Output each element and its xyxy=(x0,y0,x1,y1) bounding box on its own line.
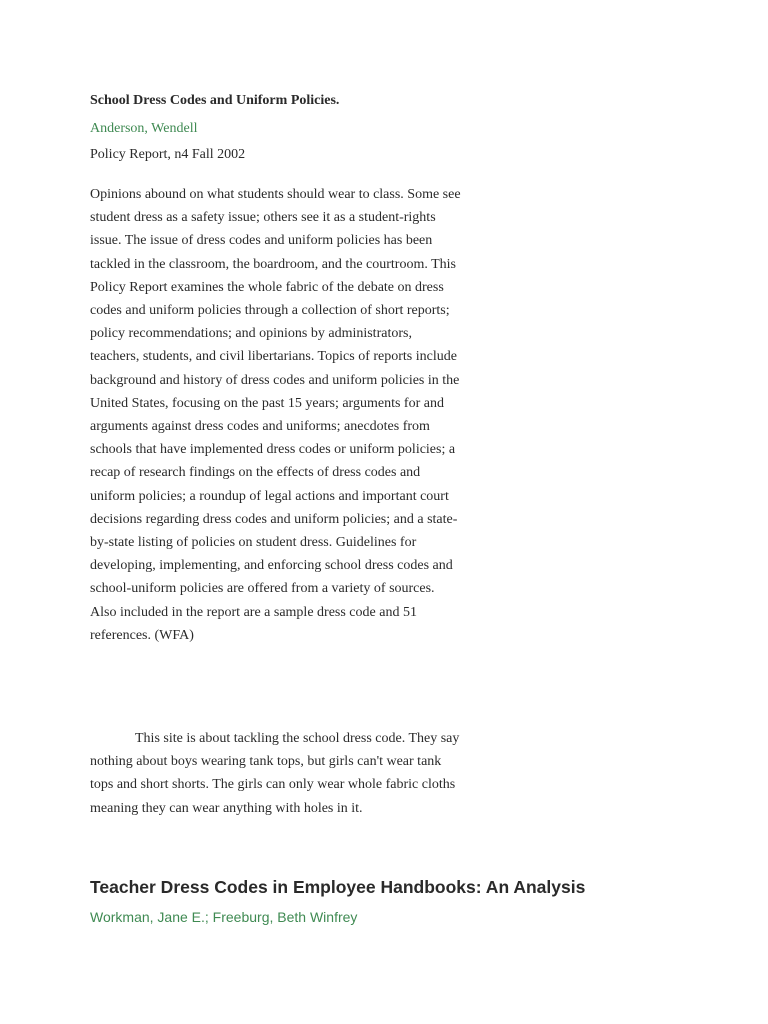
entry-2-title: Teacher Dress Codes in Employee Handbooks: An Analysis xyxy=(90,877,586,897)
entry-1-source: Policy Report, n4 Fall 2002 xyxy=(90,147,246,162)
entry-1-abstract: Opinions abound on what students should wear to class. Some see student dress as a safety issue; others see it as a student-rights issue. The issue of dress codes and uniform policies has been tackled in the classroom, the boardroom, and the courtroom. This Policy Report examines the whole fabric of the debate on dress codes and uniform policies through a collection of short reports; policy recommendations; and opinions by administrators, teachers, students, and civil libertarians. Topics of reports include background and history of dress codes and uniform policies in the United States, focusing on the past 15 years; arguments for and arguments against dress codes and uniforms; anecdotes from schools that have implemented dress codes or uniform policies; a recap of research findings on the effects of dress codes and uniform policies; a roundup of legal actions and important court decisions regarding dress codes and uniform policies; and a state-by-state listing of policies on student dress. Guidelines for developing, implementing, and enforcing school dress codes and school-uniform policies are offered from a variety of sources. Also included in the report are a sample dress code and 51 references. (WFA) xyxy=(90,187,461,643)
entry-2-author-link[interactable]: Workman, Jane E.; Freeburg, Beth Winfrey xyxy=(90,909,358,925)
entry-1-title: School Dress Codes and Uniform Policies. xyxy=(90,93,340,108)
entry-1-author-link[interactable]: Anderson, Wendell xyxy=(90,121,198,136)
comment-paragraph: This site is about tackling the school dress code. They say nothing about boys wearing tank tops, but girls can't wear tank tops and short shorts. The girls can only wear whole fabric cloths meaning they can wear anything with holes in it. xyxy=(90,731,460,816)
